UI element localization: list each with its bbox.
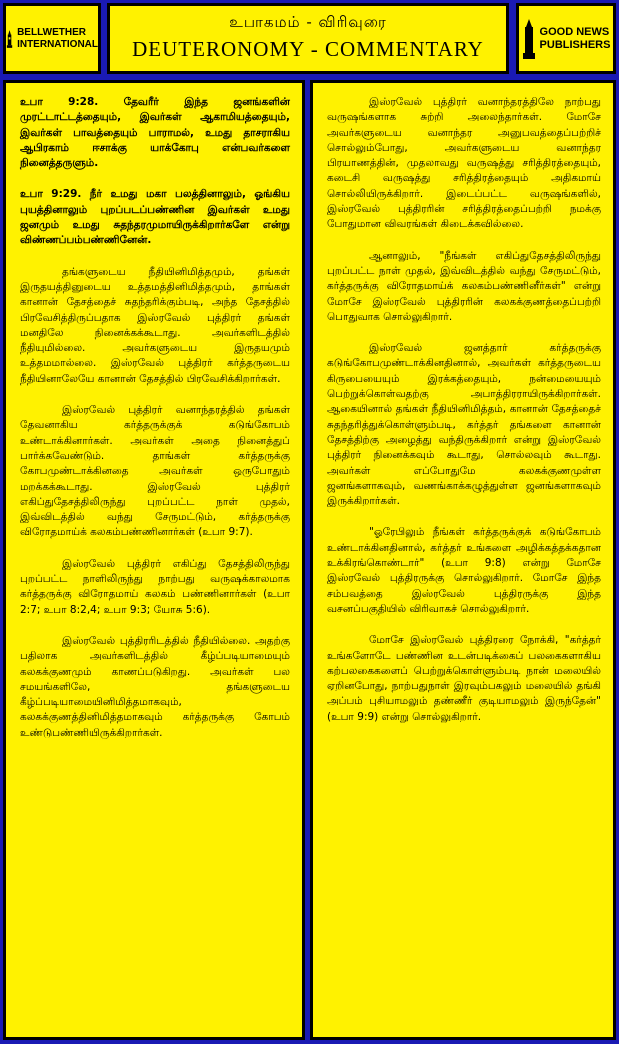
left-paragraph-3: இஸ்ரவேல் புத்திரர் எகிப்து தேசத்திலிருந்து புறப்பட்ட நாளிலிருந்து நாற்பது வருஷக்காலமாக கர்த்தருக்கு விரோதமாய் கலகம் பண்ணினார்கள் (உபா 2:7; உபா 8:2,4; உபா 9:3; யோசு 5:6). [20,557,290,616]
bellwether-logo [3,3,101,74]
title-tamil: உபாகமம் - விரிவுரை [229,13,387,31]
left-logo-line1: BELLWETHER [17,26,86,38]
right-paragraph-5: மோசே இஸ்ரவேல் புத்திரரை நோக்கி, "கர்த்தர் உங்களோடே பண்ணின உடன்படிக்கைப் பலகைகளாகிய கற்பலகைகளைப் பெற்றுக்கொள்ளும்படி நான் மலையில் ஏறினபோது, நாற்பதுநாள் இரவும்பகலும் மலையில் தங்கி அப்பம் புசியாமலும் தண்ணீர் குடியாமலும் இருந்தேன்" (உபா 9:9) என்று சொல்லுகிறார். [327,634,601,723]
right-logo-line1: GOOD NEWS [539,25,610,38]
right-paragraph-1: இஸ்ரவேல் புத்திரர் வனாந்தரத்திலே நாற்பது வருஷங்களாக சுற்றி அலைந்தார்கள். மோசே அவர்களுடைய வனாந்தர அனுபவத்தைப்பற்றிச் சொல்லும்போது, அவர்களுடைய வனாந்தர பிரயாணத்தின், முதலாவது வருஷத்து சரித்திரத்தையும், கடைசி வருஷத்து சரித்திரத்தையும் அதிகமாய் சொல்லியிருக்கிறார். இடைப்பட்ட வருஷங்களில், இஸ்ரவேல் புத்திரரின் சரித்திரத்தைப்பற்றி நமக்கு போதுமான விவரங்கள் கிடைக்கவில்லை. [327,96,601,231]
bell-tower-icon [6,19,13,59]
tower-icon [522,19,536,59]
verse-9-28: உபா 9:28. தேவரீர் இந்த ஜனங்களின் முரட்டாட்டத்தையும், இவர்கள் ஆகாமியத்தையும், இவர்கள் பாவத்தையும் பாராமல், உமது தாசராகிய ஆபிரகாம் ஈசாக்கு யாக்கோபு என்பவர்களை நினைத்தருளும். [20,96,290,170]
left-paragraph-1: தங்களுடைய நீதியினிமித்தமும், தங்கள் இருதயத்தினுடைய உத்தமத்தினிமித்தமும், தாங்கள் கானான் தேசத்தைச் சுதந்தரிக்கும்படி, அந்த தேசத்தில் பிரவேசித்திருப்பதாக இஸ்ரவேல் புத்திரர் தங்கள் மனதிலே நினைக்கக்கூடாது. அவர்களிடத்தில் நீதியுமில்லை. அவர்களுடைய இருதயமும் உத்தமமால்லை. இஸ்ரவேல் புத்திரர் கர்த்தருடைய நீதியினாலேயே கானான் தேசத்தில் பிரவேசிக்கிறார்கள். [20,265,290,385]
left-paragraph-2: இஸ்ரவேல் புத்திரர் வனாந்தரத்தில் தங்கள் தேவனாகிய கர்த்தருக்குக் கடுங்கோபம் உண்டாக்கினார்கள். அவர்கள் அதை நினைத்துப் பார்க்கவேண்டும். தாங்கள் கர்த்தருக்கு கோபமுண்டாக்கினதை அவர்கள் ஒருபோதும் மறக்கக்கூடாது. இஸ்ரவேல் புத்திரர் எகிப்துதேசத்திலிருந்து புறப்பட்ட நாள் முதல், இவ்விடத்தில் வந்து சேருமட்டும், கர்த்தருக்கு விரோதமாய்க் கலகம்பண்ணினார்கள் (உபா 9:7). [20,404,290,539]
verse-9-29: உபா 9:29. நீர் உமது மகா பலத்தினாலும், ஓங்கிய புயத்தினாலும் புறப்படப்பண்ணின இவர்கள் உமது ஜனமும் உமது சுதந்தரமுமாயிருக்கிறார்களே என்று விண்ணப்பம்பண்ணினேன். [20,188,290,247]
header [3,3,616,74]
good-news-logo [516,3,616,74]
right-paragraph-2: ஆனாலும், "நீங்கள் எகிப்துதேசத்திலிருந்து புறப்பட்ட நாள் முதல், இவ்விடத்தில் வந்து சேருமட்டும், கர்த்தருக்கு விரோதமாய்க் கலகம்பண்ணினீர்கள்" என்று மோசே இஸ்ரவேல் புத்திரரின் கலகக்குணத்தைப்பற்றி பொதுவாக சொல்லுகிறார். [327,249,601,323]
title-box [107,3,509,74]
left-paragraph-4: இஸ்ரவேல் புத்திரரிடத்தில் நீதியில்லை. அதற்கு பதிலாக அவர்களிடத்தில் கீழ்ப்படியாமையும் கலகக்குணமும் காணப்படுகிறது. அவர்கள் பல சமயங்களிலே, தங்களுடைய கீழ்ப்படியாமையினிமித்தமாகவும், கலகக்குணத்தினிமித்தமாகவும் கர்த்தருக்கு கோபம் உண்டுபண்ணியிருக்கிறார்கள். [20,634,290,739]
title-english: DEUTERONOMY - COMMENTARY [132,37,484,61]
right-column [310,80,616,1040]
left-column [3,80,305,1040]
left-logo-line2: INTERNATIONAL [17,38,98,50]
right-logo-line2: PUBLISHERS [539,38,611,51]
right-paragraph-4: "ஓரேபிலும் நீங்கள் கர்த்தருக்குக் கடுங்கோபம் உண்டாக்கினதினால், கர்த்தர் உங்களை அழிக்கத்தக்கதான உக்கிரங்கொண்டார்" (உபா 9:8) என்று மோசே இஸ்ரவேல் புத்திரருக்கு சொல்லுகிறார். மோசே இந்த சம்பவத்தை இஸ்ரவேல் புத்திரருக்கு இந்த வசனப்பகுதியில் விரிவாகச் சொல்லுகிறார். [327,526,601,615]
right-paragraph-3: இஸ்ரவேல் ஜனத்தார் கர்த்தருக்கு கடுங்கோபமுண்டாக்கினதினால், அவர்கள் கர்த்தருடைய கிருபையையும் இரக்கத்தையும், நன்மையையும் பெற்றுக்கொள்வதற்கு அபாத்திரராயிருக்கிறார்கள். ஆகையினால் தங்கள் நீதியினிமித்தம், கானான் தேசத்தைச் சுதந்தரித்துக்கொள்ளும்படி, கர்த்தர் தங்களை கானான் தேசத்திற்கு அழைத்து வந்திருக்கிறார் என்று இஸ்ரவேல் புத்திரர் நினைக்கவும் கூடாது, சொல்லவும் கூடாது. அவர்கள் எப்போதுமே கலகக்குணமுள்ள ஜனங்களாகவும், வணங்காக்கழுத்துள்ள ஜனங்களாகவும் இருக்கிறார்கள். [327,342,601,508]
